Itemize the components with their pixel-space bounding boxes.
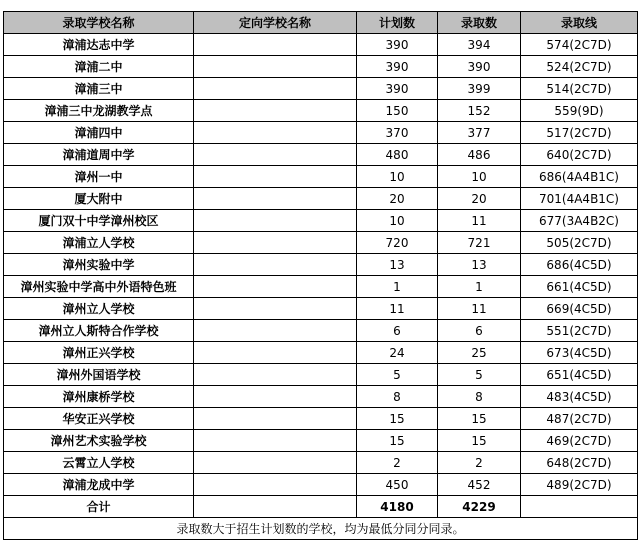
school-name-cell: 漳浦二中 [4,56,194,78]
total-label-cell: 合计 [4,496,194,518]
table-row [4,430,638,452]
admitted-count-cell: 5 [438,364,521,386]
table-row [4,276,638,298]
plan-count-cell: 15 [357,408,438,430]
admitted-count-cell: 10 [438,166,521,188]
admitted-count-cell: 390 [438,56,521,78]
admission-line-cell: 517(2C7D) [521,122,638,144]
admission-line-cell: 505(2C7D) [521,232,638,254]
plan-count-cell: 10 [357,166,438,188]
admission-line-cell: 673(4C5D) [521,342,638,364]
plan-count-cell: 13 [357,254,438,276]
school-name-cell: 漳浦道周中学 [4,144,194,166]
table-row [4,298,638,320]
admitted-count-cell: 15 [438,430,521,452]
table-row [4,364,638,386]
admitted-count-cell: 13 [438,254,521,276]
admission-table [3,11,638,540]
total-admitted-cell: 4229 [438,496,521,518]
table-row [4,166,638,188]
table-row [4,474,638,496]
plan-count-cell: 20 [357,188,438,210]
table-row [4,188,638,210]
plan-count-cell: 8 [357,386,438,408]
directed-school-cell [194,56,357,78]
admitted-count-cell: 377 [438,122,521,144]
school-name-cell: 漳州一中 [4,166,194,188]
table-row [4,144,638,166]
plan-count-cell: 15 [357,430,438,452]
directed-school-cell [194,298,357,320]
school-name-cell: 云霄立人学校 [4,452,194,474]
table-row [4,122,638,144]
table-row [4,100,638,122]
directed-school-cell [194,188,357,210]
directed-school-cell [194,100,357,122]
school-name-cell: 厦门双十中学漳州校区 [4,210,194,232]
admitted-count-cell: 20 [438,188,521,210]
table-row [4,78,638,100]
plan-count-cell: 11 [357,298,438,320]
header-admission-line: 录取线 [521,12,638,34]
directed-school-cell [194,122,357,144]
table-row [4,408,638,430]
admitted-count-cell: 11 [438,210,521,232]
school-name-cell: 漳州艺术实验学校 [4,430,194,452]
total-row [4,496,638,518]
school-name-cell: 厦大附中 [4,188,194,210]
admission-line-cell: 559(9D) [521,100,638,122]
admission-line-cell: 514(2C7D) [521,78,638,100]
school-name-cell: 漳州实验中学 [4,254,194,276]
admission-line-cell: 487(2C7D) [521,408,638,430]
plan-count-cell: 720 [357,232,438,254]
directed-school-cell [194,276,357,298]
footnote: 录取数大于招生计划数的学校，均为最低分同分同录。 [4,518,638,540]
admission-line-cell: 686(4A4B1C) [521,166,638,188]
header-admitted-school: 录取学校名称 [4,12,194,34]
table-row [4,386,638,408]
school-name-cell: 漳浦立人学校 [4,232,194,254]
admitted-count-cell: 8 [438,386,521,408]
admission-line-cell: 686(4C5D) [521,254,638,276]
plan-count-cell: 480 [357,144,438,166]
table-row [4,452,638,474]
directed-school-cell [194,364,357,386]
school-name-cell: 漳浦三中 [4,78,194,100]
school-name-cell: 漳州实验中学高中外语特色班 [4,276,194,298]
directed-school-cell [194,452,357,474]
directed-school-cell [194,166,357,188]
school-name-cell: 漳州外国语学校 [4,364,194,386]
admitted-count-cell: 2 [438,452,521,474]
school-name-cell: 漳浦四中 [4,122,194,144]
plan-count-cell: 390 [357,56,438,78]
admission-line-cell: 640(2C7D) [521,144,638,166]
admission-line-cell: 574(2C7D) [521,34,638,56]
school-name-cell: 漳浦三中龙湖教学点 [4,100,194,122]
admission-line-cell: 677(3A4B2C) [521,210,638,232]
table-row [4,320,638,342]
admitted-count-cell: 6 [438,320,521,342]
table-header-row [4,12,638,34]
admission-line-cell: 661(4C5D) [521,276,638,298]
admission-line-cell: 701(4A4B1C) [521,188,638,210]
admission-line-cell: 551(2C7D) [521,320,638,342]
directed-school-cell [194,408,357,430]
school-name-cell: 漳州正兴学校 [4,342,194,364]
school-name-cell: 漳浦龙成中学 [4,474,194,496]
admission-line-cell: 669(4C5D) [521,298,638,320]
directed-school-cell [194,320,357,342]
admitted-count-cell: 152 [438,100,521,122]
admission-line-cell: 469(2C7D) [521,430,638,452]
plan-count-cell: 1 [357,276,438,298]
admitted-count-cell: 486 [438,144,521,166]
table-row [4,56,638,78]
admitted-count-cell: 1 [438,276,521,298]
directed-school-cell [194,254,357,276]
admission-line-cell: 483(4C5D) [521,386,638,408]
plan-count-cell: 390 [357,34,438,56]
school-name-cell: 漳浦达志中学 [4,34,194,56]
directed-school-cell [194,342,357,364]
plan-count-cell: 150 [357,100,438,122]
directed-school-cell [194,144,357,166]
header-directed-school: 定向学校名称 [194,12,357,34]
table-row [4,254,638,276]
directed-school-cell [194,386,357,408]
admission-line-cell: 524(2C7D) [521,56,638,78]
table-body [4,34,638,540]
admitted-count-cell: 399 [438,78,521,100]
table-row [4,210,638,232]
total-directed-cell [194,496,357,518]
plan-count-cell: 6 [357,320,438,342]
plan-count-cell: 2 [357,452,438,474]
plan-count-cell: 450 [357,474,438,496]
note-row [4,518,638,540]
plan-count-cell: 24 [357,342,438,364]
plan-count-cell: 370 [357,122,438,144]
admitted-count-cell: 25 [438,342,521,364]
admitted-count-cell: 721 [438,232,521,254]
table-row [4,34,638,56]
admission-line-cell: 651(4C5D) [521,364,638,386]
directed-school-cell [194,232,357,254]
school-name-cell: 漳州立人学校 [4,298,194,320]
admitted-count-cell: 452 [438,474,521,496]
directed-school-cell [194,430,357,452]
header-admitted-count: 录取数 [438,12,521,34]
admission-line-cell: 489(2C7D) [521,474,638,496]
plan-count-cell: 5 [357,364,438,386]
directed-school-cell [194,78,357,100]
table-row [4,342,638,364]
admission-table-sheet [3,11,637,540]
admitted-count-cell: 394 [438,34,521,56]
table-row [4,232,638,254]
plan-count-cell: 10 [357,210,438,232]
directed-school-cell [194,34,357,56]
total-line-cell [521,496,638,518]
directed-school-cell [194,210,357,232]
total-plan-cell: 4180 [357,496,438,518]
admitted-count-cell: 11 [438,298,521,320]
header-plan-count: 计划数 [357,12,438,34]
plan-count-cell: 390 [357,78,438,100]
admitted-count-cell: 15 [438,408,521,430]
school-name-cell: 漳州立人斯特合作学校 [4,320,194,342]
school-name-cell: 华安正兴学校 [4,408,194,430]
directed-school-cell [194,474,357,496]
school-name-cell: 漳州康桥学校 [4,386,194,408]
admission-line-cell: 648(2C7D) [521,452,638,474]
